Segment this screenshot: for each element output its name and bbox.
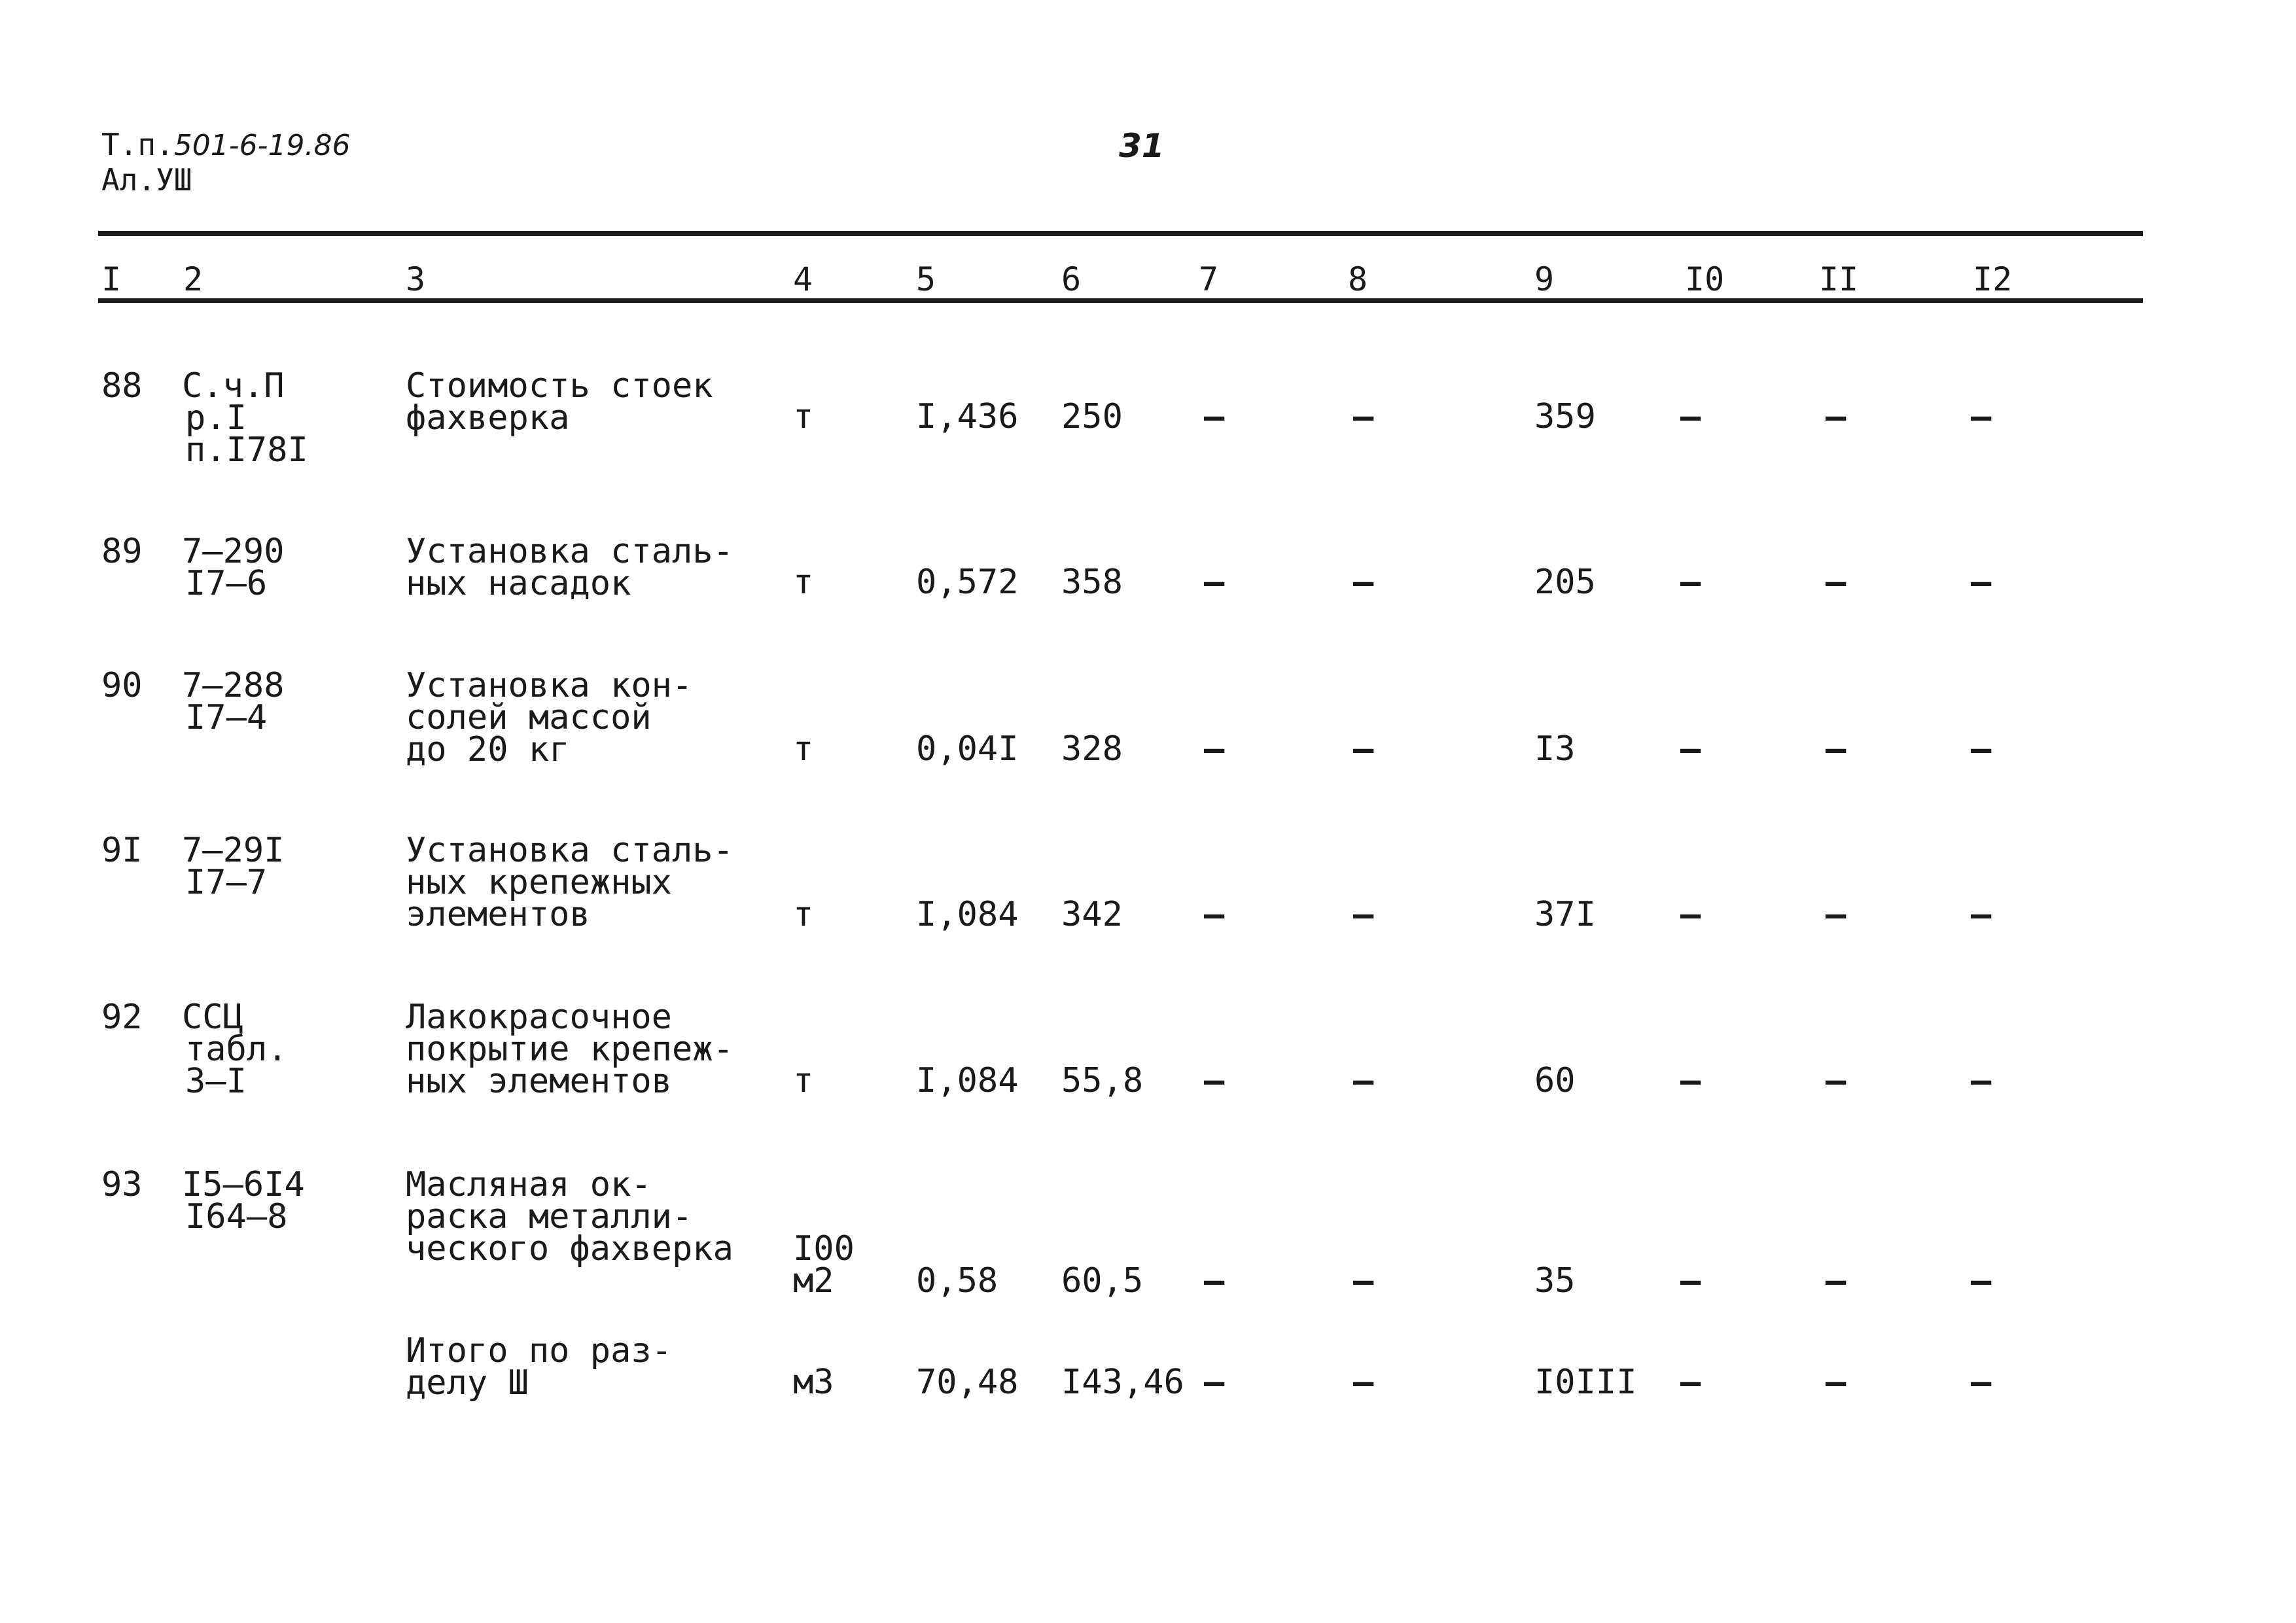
work-description-line: ных элементов [406, 1062, 672, 1101]
column-number-4: 4 [793, 260, 813, 298]
table-top-rule [98, 231, 2143, 236]
row-number: 92 [101, 998, 143, 1037]
column-7-value: – [1204, 563, 1225, 602]
column-8-value: – [1353, 397, 1374, 436]
column-number-5: 5 [916, 260, 936, 298]
column-7-value: – [1204, 1061, 1225, 1100]
unit-of-measure: т [793, 563, 814, 602]
total-cost-value: 35 [1534, 1261, 1576, 1300]
column-7-value: – [1204, 1261, 1225, 1300]
column-number-2: 2 [183, 260, 203, 298]
unit-price-value: 250 [1061, 397, 1123, 436]
unit-price-value: 60,5 [1061, 1261, 1144, 1300]
quantity-value: 70,48 [916, 1363, 1019, 1402]
column-11-value: – [1826, 895, 1846, 934]
work-description-line: ных насадок [406, 564, 631, 603]
unit-price-value: 328 [1061, 729, 1123, 769]
column-8-value: – [1353, 1061, 1374, 1100]
norm-reference-line: I5–6I4 [182, 1165, 305, 1204]
total-cost-value: 359 [1534, 397, 1596, 436]
column-12-value: – [1971, 1061, 1992, 1100]
column-12-value: – [1971, 729, 1992, 769]
page-number: 31 [1119, 127, 1165, 165]
work-description-line: до 20 кг [406, 730, 570, 769]
column-11-value: – [1826, 1061, 1846, 1100]
norm-reference-line: 7–290 [182, 532, 285, 571]
album-label: Ал.УШ [101, 162, 192, 198]
column-7-value: – [1204, 397, 1225, 436]
unit-of-measure: м3 [793, 1363, 834, 1402]
work-description-line: раска металли- [406, 1197, 693, 1236]
column-number-6: 6 [1061, 260, 1082, 298]
row-number: 9I [101, 831, 143, 870]
norm-reference-line: I7–7 [185, 863, 268, 902]
unit-price-value: 358 [1061, 563, 1123, 602]
column-10-value: – [1680, 895, 1701, 934]
total-cost-value: I3 [1534, 729, 1576, 769]
column-8-value: – [1353, 729, 1374, 769]
table-header-rule [98, 298, 2143, 303]
unit-of-measure: т [793, 1061, 814, 1100]
column-8-value: – [1353, 1261, 1374, 1300]
work-description-line: Установка кон- [406, 666, 693, 705]
column-11-value: – [1826, 1363, 1846, 1402]
column-7-value: – [1204, 1363, 1225, 1402]
row-number: 88 [101, 366, 143, 406]
column-12-value: – [1971, 563, 1992, 602]
document-code [101, 127, 351, 162]
norm-reference-line: 7–288 [182, 666, 285, 705]
work-description-line: покрытие крепеж- [406, 1030, 733, 1069]
quantity-value: I,436 [916, 397, 1019, 436]
unit-of-measure: т [793, 729, 814, 769]
column-12-value: – [1971, 1363, 1992, 1402]
column-number-8: 8 [1348, 260, 1368, 298]
column-10-value: – [1680, 397, 1701, 436]
norm-reference-line: I7–6 [185, 564, 268, 603]
column-number-12: I2 [1973, 260, 2013, 298]
column-number-11: II [1819, 260, 1859, 298]
norm-reference-line: I7–4 [185, 698, 268, 737]
column-10-value: – [1680, 1261, 1701, 1300]
work-description-line: фахверка [406, 398, 570, 438]
work-description-line: ческого фахверка [406, 1229, 733, 1268]
column-11-value: – [1826, 729, 1846, 769]
column-number-9: 9 [1534, 260, 1555, 298]
row-number: 89 [101, 532, 143, 571]
work-description-line: Стоимость стоек [406, 366, 713, 406]
total-cost-value: 37I [1534, 895, 1596, 934]
norm-reference-line: I64–8 [185, 1197, 288, 1236]
unit-price-value: 55,8 [1061, 1061, 1144, 1100]
column-number-10: I0 [1685, 260, 1725, 298]
norm-reference-line: 7–29I [182, 831, 285, 870]
unit-of-measure: м2 [793, 1261, 834, 1300]
work-description-line: Лакокрасочное [406, 998, 672, 1037]
norm-reference-line: С.ч.П [182, 366, 285, 406]
work-description-line: Итого по раз- [406, 1331, 672, 1370]
norm-reference-line: 3–I [185, 1062, 247, 1101]
column-12-value: – [1971, 895, 1992, 934]
column-10-value: – [1680, 1363, 1701, 1402]
row-number: 93 [101, 1165, 143, 1204]
column-number-1: I [101, 260, 122, 298]
column-7-value: – [1204, 729, 1225, 769]
column-number-7: 7 [1199, 260, 1219, 298]
column-12-value: – [1971, 1261, 1992, 1300]
column-8-value: – [1353, 563, 1374, 602]
unit-of-measure: т [793, 895, 814, 934]
document-code-number: 501-6-19.86 [173, 129, 351, 162]
column-number-3: 3 [406, 260, 426, 298]
column-10-value: – [1680, 729, 1701, 769]
unit-of-measure: I00 [793, 1229, 855, 1268]
column-10-value: – [1680, 1061, 1701, 1100]
work-description-line: солей массой [406, 698, 652, 737]
column-11-value: – [1826, 397, 1846, 436]
work-description-line: Масляная ок- [406, 1165, 652, 1204]
quantity-value: I,084 [916, 895, 1019, 934]
quantity-value: I,084 [916, 1061, 1019, 1100]
unit-price-value: I43,46 [1061, 1363, 1184, 1402]
quantity-value: 0,04I [916, 729, 1019, 769]
column-11-value: – [1826, 563, 1846, 602]
unit-price-value: 342 [1061, 895, 1123, 934]
unit-of-measure: т [793, 397, 814, 436]
column-12-value: – [1971, 397, 1992, 436]
norm-reference-line: табл. [185, 1030, 288, 1069]
work-description-line: Установка сталь- [406, 532, 733, 571]
quantity-value: 0,572 [916, 563, 1019, 602]
work-description-line: элементов [406, 895, 590, 934]
norm-reference-line: п.I78I [185, 430, 308, 470]
column-10-value: – [1680, 563, 1701, 602]
norm-reference-line: р.I [185, 398, 247, 438]
column-7-value: – [1204, 895, 1225, 934]
row-number: 90 [101, 666, 143, 705]
work-description-line: делу Ш [406, 1363, 529, 1403]
quantity-value: 0,58 [916, 1261, 998, 1300]
column-8-value: – [1353, 895, 1374, 934]
work-description-line: ных крепежных [406, 863, 672, 902]
column-8-value: – [1353, 1363, 1374, 1402]
document-code-prefix: Т.п. [101, 127, 174, 162]
total-cost-value: 205 [1534, 563, 1596, 602]
work-description-line: Установка сталь- [406, 831, 733, 870]
total-cost-value: I0III [1534, 1363, 1637, 1402]
column-11-value: – [1826, 1261, 1846, 1300]
total-cost-value: 60 [1534, 1061, 1576, 1100]
norm-reference-line: ССЦ [182, 998, 243, 1037]
